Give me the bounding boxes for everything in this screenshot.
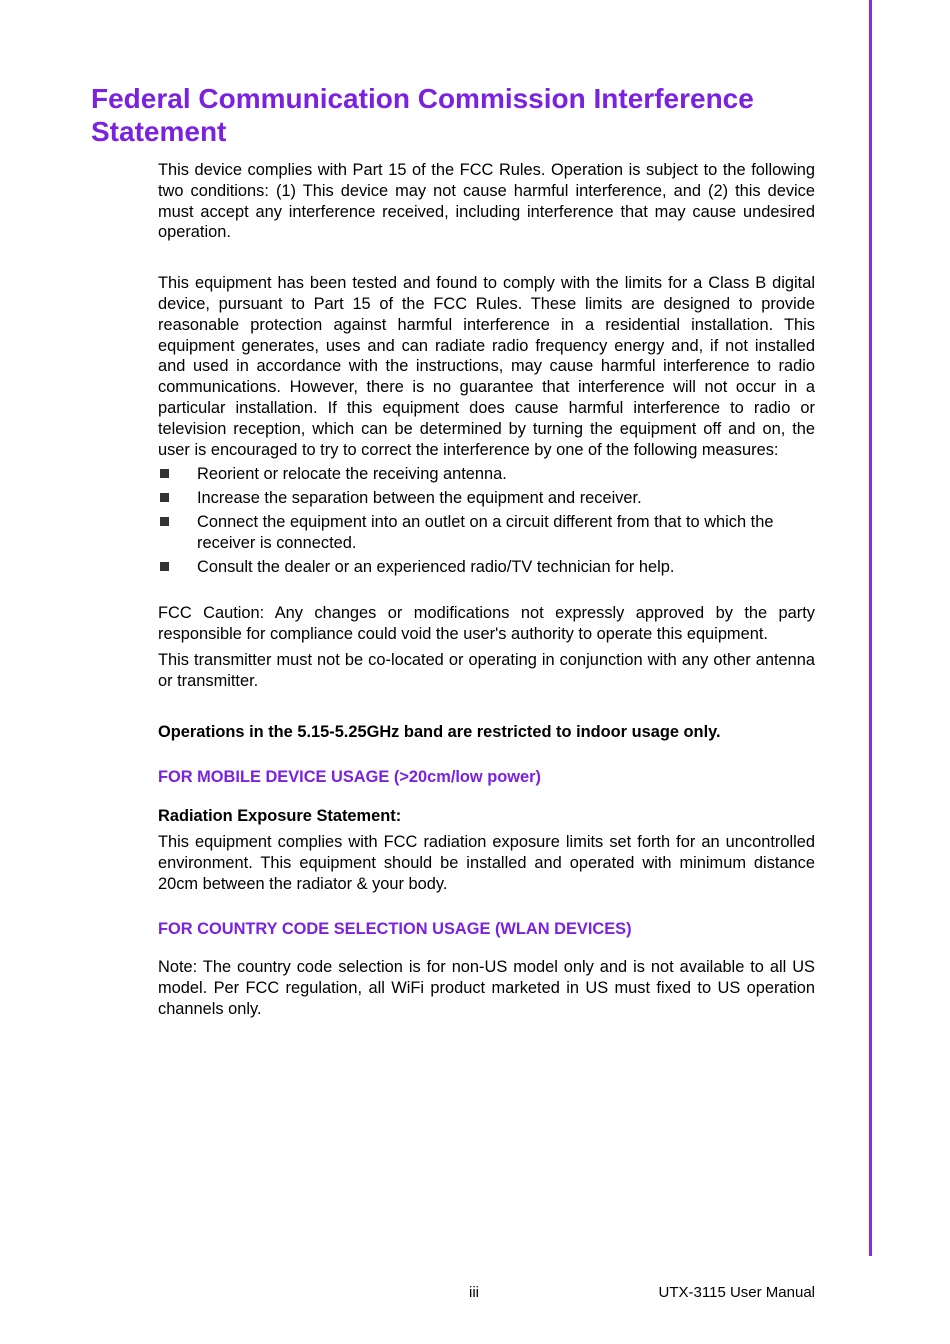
list-item	[158, 557, 815, 578]
list-item-text: Reorient or relocate the receiving antenna.	[197, 465, 507, 484]
page-number: iii	[469, 1284, 479, 1301]
measures-list	[158, 464, 815, 577]
square-bullet-icon	[160, 469, 169, 478]
list-item-text: Consult the dealer or an experienced radio/TV technician for help.	[197, 557, 675, 576]
side-rule	[869, 0, 872, 1256]
country-code-heading: FOR COUNTRY CODE SELECTION USAGE (WLAN DEVICES)	[158, 920, 632, 939]
list-item	[158, 464, 815, 485]
compliance-paragraph: This device complies with Part 15 of the FCC Rules. Operation is subject to the following two conditions: (1) This device may not cause harmful interference, and (2) this device must accept any interference received, including interference that may cause undesired operation.	[158, 161, 815, 242]
fcc-caution-paragraph: FCC Caution: Any changes or modifications not expressly approved by the party responsible for compliance could void the user's authority to operate this equipment.	[158, 604, 815, 644]
square-bullet-icon	[160, 517, 169, 526]
list-item-text: Connect the equipment into an outlet on a circuit different from that to which the receiver is connected.	[197, 512, 774, 552]
country-code-paragraph: Note: The country code selection is for non-US model only and is not available to all US model. Per FCC regulation, all WiFi product marketed in US must fixed to US operation channels only.	[158, 958, 815, 1018]
transmitter-paragraph: This transmitter must not be co-located or operating in conjunction with any other antenna or transmitter.	[158, 650, 815, 690]
square-bullet-icon	[160, 562, 169, 571]
square-bullet-icon	[160, 493, 169, 502]
mobile-usage-heading: FOR MOBILE DEVICE USAGE (>20cm/low power)	[158, 768, 541, 787]
list-item	[158, 488, 815, 509]
content-body	[158, 160, 815, 1020]
page-title: Federal Communication Commission Interference Statement	[91, 83, 754, 147]
class-b-paragraph: This equipment has been tested and found to comply with the limits for a Class B digital device, pursuant to Part 15 of the FCC Rules. These limits are designed to provide reasonable protection against harmful interference in a residential installation. This equipment generates, uses and can radiate radio frequency energy and, if not installed and used in accordance with the instructions, may cause harmful interference to radio communications. However, there is no guarantee that interference will not occur in a particular installation. If this equipment does cause harmful interference to radio or television reception, which can be determined by turning the equipment off and on, the user is encouraged to try to correct the interference by one of the following measures:	[158, 274, 815, 459]
band-restriction-statement: Operations in the 5.15-5.25GHz band are restricted to indoor usage only.	[158, 722, 721, 741]
radiation-heading: Radiation Exposure Statement:	[158, 807, 402, 826]
manual-title: UTX-3115 User Manual	[658, 1284, 815, 1301]
radiation-paragraph: This equipment complies with FCC radiation exposure limits set forth for an uncontrolled environment. This equipment should be installed and operated with minimum distance 20cm between the radiator & your body.	[158, 832, 815, 893]
list-item-text: Increase the separation between the equipment and receiver.	[197, 489, 642, 508]
list-item	[158, 512, 815, 554]
